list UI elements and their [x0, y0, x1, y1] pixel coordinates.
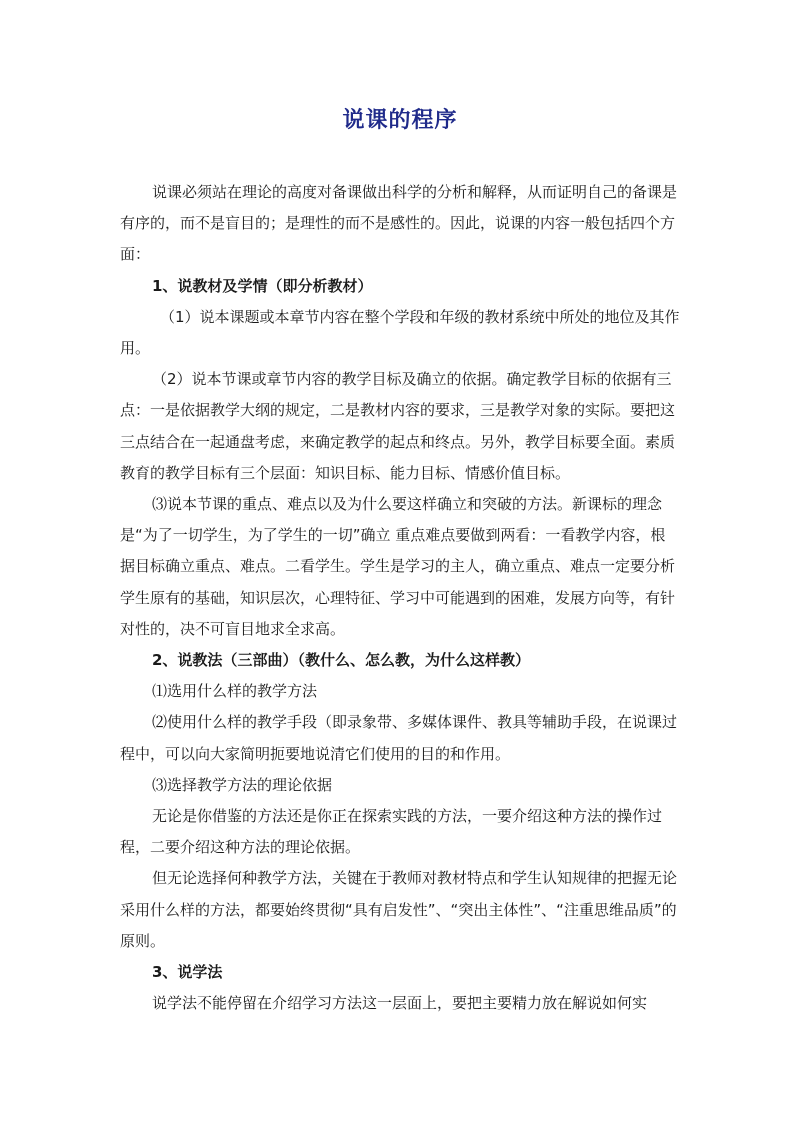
paragraph-1-3: ⑶说本节课的重点、难点以及为什么要这样确立和突破的方法。新课标的理念是“为了一切学生，为了学生的一切”确立 重点难点要做到两看：一看教学内容，根据目标确立重点、难点。二看学生。学生是学习的主人，确立重点、难点一定要分析学生原有的基础，知识层次，心理特征、学习中可能遇到的困难，发展方向等，有针对性的，决不可盲目地求全求高。 — [120, 495, 676, 638]
section-heading-2: 2、说教法（三部曲）（教什么、怎么教，为什么这样教） — [152, 651, 530, 670]
paragraph-1-1: （1）说本课题或本章节内容在整个学段和年级的教材系统中所处的地位及其作用。 — [120, 307, 680, 358]
section-heading-1: 1、说教材及学情（即分析教材） — [152, 276, 373, 295]
document-title: 说课的程序 — [342, 108, 458, 133]
intro-paragraph: 说课必须站在理论的高度对备课做出科学的分析和解释，从而证明自己的备课是有序的，而不是盲目的；是理性的而不是感性的。因此，说课的内容一般包括四个方面： — [120, 183, 678, 264]
paragraph-2-4: 无论是你借鉴的方法还是你正在探索实践的方法，一要介绍这种方法的操作过程，二要介绍这种方法的理论依据。 — [120, 807, 663, 857]
document-body — [120, 177, 680, 1019]
paragraph-2-1: ⑴选用什么样的教学方法 — [152, 682, 318, 701]
paragraph-2-2: ⑵使用什么样的教学手段（即录象带、多媒体课件、教具等辅助手段，在说课过程中，可以向大家简明扼要地说清它们使用的目的和作用。 — [120, 713, 678, 763]
paragraph-2-5: 但无论选择何种教学方法，关键在于教师对教材特点和学生认知规律的把握无论采用什么样的方法，都要始终贯彻“具有启发性”、“突出主体性”、“注重思维品质”的原则。 — [120, 869, 678, 950]
paragraph-2-3: ⑶选择教学方法的理论依据 — [152, 775, 333, 794]
paragraph-1-2: （2）说本节课或章节内容的教学目标及确立的依据。确定教学目标的依据有三点：一是依据教学大纲的规定，二是教材内容的要求，三是教学对象的实际。要把这三点结合在一起通盘考虑，来确定教学的起点和终点。另外，教学目标要全面。素质教育的教学目标有三个层面：知识目标、能力目标、情感价值目标。 — [120, 370, 676, 482]
paragraph-3-1: 说学法不能停留在介绍学习方法这一层面上，要把主要精力放在解说如何实 — [152, 994, 648, 1013]
section-heading-3: 3、说学法 — [152, 963, 223, 982]
